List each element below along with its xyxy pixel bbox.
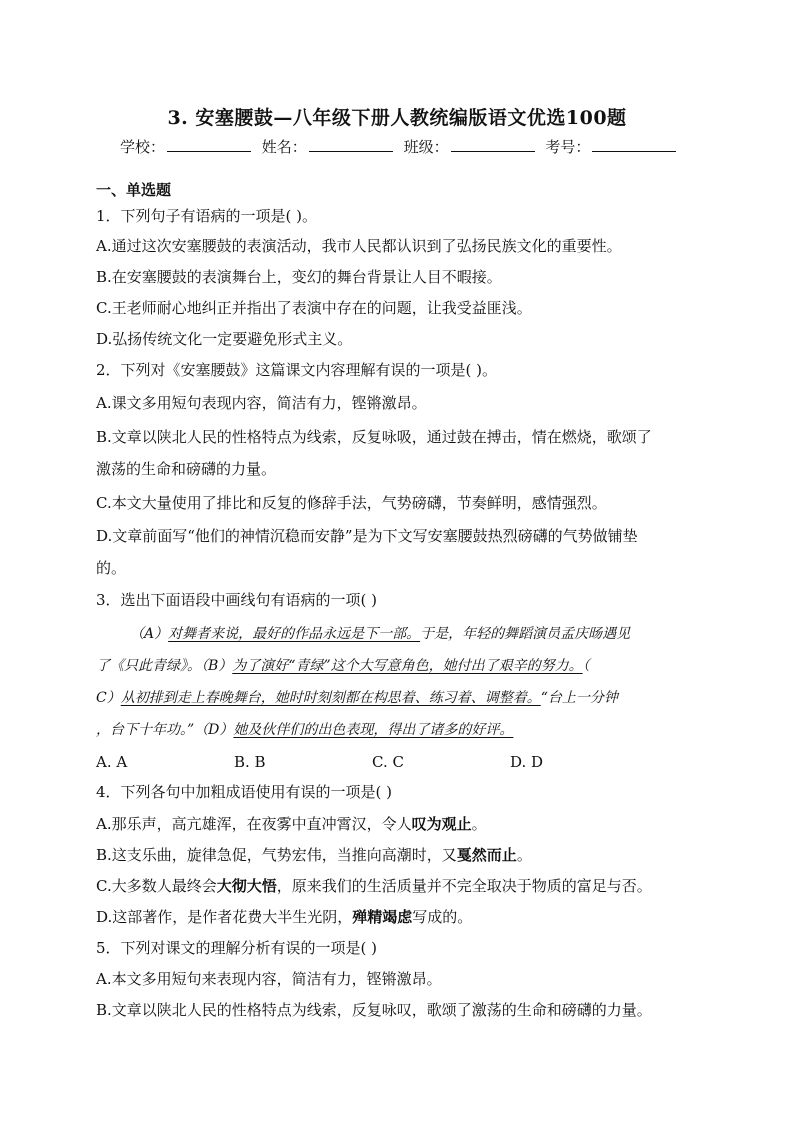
exam-no-blank[interactable]	[592, 137, 676, 152]
q3-sentence-d: 她及伙伴们的出色表现，得出了诸多的好评。	[233, 722, 514, 738]
q3-passage-line-1	[130, 624, 730, 644]
q4-option-d-end: 写成的。	[412, 908, 473, 926]
student-info-row	[120, 136, 680, 157]
q2-option-d: D.文章前面写“他们的神情沉稳而安静”是为下文写安塞腰鼓热烈磅礴的气势做铺垫	[96, 527, 638, 545]
q4-option-b-idiom: 戛然而止	[456, 846, 517, 864]
q3-passage-line-2	[96, 656, 696, 676]
q3-passage-text: 了《只此青绿》。（B）	[96, 658, 233, 674]
q5-option-b: B.文章以陕北人民的性格特点为线索，反复咏叹，歌颂了激荡的生命和磅礴的力量。	[96, 1001, 652, 1019]
q1-stem: 1．下列句子有语病的一项是( )。	[96, 207, 318, 225]
q4-option-a-idiom: 叹为观止	[411, 815, 472, 833]
q1-option-c: C.王老师耐心地纠正并指出了表演中存在的问题，让我受益匪浅。	[96, 299, 532, 317]
q3-passage-text: 于是，年轻的舞蹈演员孟庆旸遇见	[420, 626, 631, 642]
q3-passage-text: ，台下十年功。”（D）	[96, 722, 234, 738]
class-blank[interactable]	[451, 137, 535, 152]
school-blank[interactable]	[167, 137, 251, 152]
q4-option-d	[96, 907, 696, 927]
q3-mark-a: （A）	[130, 626, 169, 642]
q3-stem: 3．选出下面语段中画线句有语病的一项( )	[96, 591, 378, 609]
section-heading: 一、单选题	[96, 181, 172, 199]
name-label: 姓名：	[261, 138, 307, 156]
q4-option-d-idiom: 殚精竭虑	[352, 908, 413, 926]
q3-passage-text: “台上一分钟	[540, 690, 618, 706]
q4-option-b-text: B.这支乐曲，旋律急促，气势宏伟，当推向高潮时，又	[96, 846, 457, 864]
q1-option-b: B.在安塞腰鼓的表演舞台上，变幻的舞台背景让人目不暇接。	[96, 268, 502, 286]
q3-sentence-c: 从初排到走上春晚舞台，她时时刻刻都在构思着、练习着、调整着。	[120, 690, 541, 706]
q2-stem: 2．下列对《安塞腰鼓》这篇课文内容理解有误的一项是( )。	[96, 361, 498, 379]
q5-stem: 5．下列对课文的理解分析有误的一项是( )	[96, 939, 378, 957]
q2-option-b-cont: 激荡的生命和磅礴的力量。	[96, 460, 277, 478]
q3-option-c: C. C	[372, 753, 404, 771]
q3-option-d: D. D	[510, 753, 544, 771]
q4-option-a	[96, 814, 696, 834]
q3-sentence-b: 为了演好“青绿”这个大写意角色，她付出了艰辛的努力。	[232, 658, 583, 674]
q3-options	[96, 752, 696, 772]
q3-passage-line-4	[96, 720, 696, 740]
q4-option-c-end: ，原来我们的生活质量并不完全取决于物质的富足与否。	[276, 877, 652, 895]
q3-option-b: B. B	[234, 753, 266, 771]
q4-option-a-end: 。	[471, 815, 487, 833]
q4-option-a-text: A.那乐声，高亢雄浑，在夜雾中直冲霄汉，令人	[96, 815, 412, 833]
q3-passage-text: （	[582, 658, 590, 674]
q2-option-c: C.本文大量使用了排比和反复的修辞手法，气势磅礴，节奏鲜明，感情强烈。	[96, 494, 607, 512]
q3-passage-text: C）	[96, 690, 121, 706]
q3-option-a: A. A	[96, 753, 128, 771]
name-blank[interactable]	[309, 137, 393, 152]
q3-passage-line-3	[96, 688, 696, 708]
q4-option-c-idiom: 大彻大悟	[216, 877, 277, 895]
q1-option-a: A.通过这次安塞腰鼓的表演活动，我市人民都认识到了弘扬民族文化的重要性。	[96, 237, 622, 255]
q4-option-d-text: D.这部著作，是作者花费大半生光阴，	[96, 908, 353, 926]
q4-option-b-end: 。	[516, 846, 532, 864]
q4-option-c-text: C.大多数人最终会	[96, 877, 217, 895]
page-title: 3. 安塞腰鼓—八年级下册人教统编版语文优选100题	[167, 107, 627, 129]
class-label: 班级：	[403, 138, 449, 156]
q3-sentence-a: 对舞者来说，最好的作品永远是下一部。	[168, 626, 421, 642]
exam-no-label: 考号：	[545, 138, 591, 156]
q2-option-d-cont: 的。	[96, 559, 127, 577]
q1-option-d: D.弘扬传统文化一定要避免形式主义。	[96, 330, 353, 348]
q4-option-c	[96, 876, 696, 896]
q2-option-b: B.文章以陕北人民的性格特点为线索，反复咏吸，通过鼓在搏击，情在燃烧，歌颂了	[96, 428, 652, 446]
q4-option-b	[96, 845, 696, 865]
q2-option-a: A.课文多用短句表现内容，简洁有力，铿锵激昂。	[96, 394, 427, 412]
q5-option-a: A.本文多用短句来表现内容，简洁有力，铿锵激昂。	[96, 970, 442, 988]
school-label: 学校：	[120, 138, 166, 156]
q4-stem: 4．下列各句中加粗成语使用有误的一项是( )	[96, 783, 393, 801]
